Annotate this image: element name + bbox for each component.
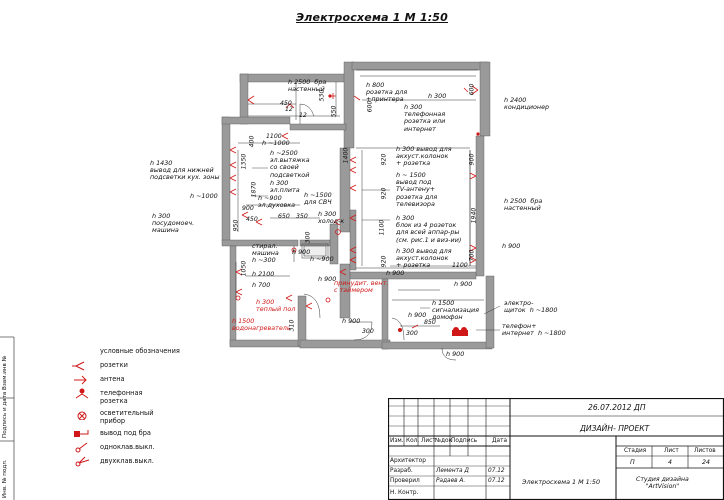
note-h900-entry: h 900 [408,311,427,319]
double-switch-icon [70,456,94,468]
light-fixture-icon [70,408,94,420]
dim-530: 530 [318,89,326,102]
dim-700: 700 [468,249,476,262]
page-title: Электросхема 1 М 1:50 [296,11,449,24]
dim-1050: 1050 [240,260,248,277]
note-h700: h 700 [252,281,271,289]
legend-light: осветительный прибор [70,410,78,433]
note-warm-floor: h 300 теплый пол [256,298,296,314]
note-hood: h ~2500 эл.вытяжка со своей подсветкой [270,149,310,179]
antenna-icon [70,374,94,386]
stamp-project: ДИЗАЙН- ПРОЕКТ [580,424,650,433]
legend-antenna: антена [70,376,78,399]
note-speakers-1: h 300 вывод для акхуст.колонок + розетка [396,145,452,168]
note-phone-internet: телефон+ интернет h ~1800 [502,322,566,338]
bra-outlet-icon [70,428,94,440]
note-bra-top: h 2500 бра настенный [288,78,327,94]
note-h900-hall2: h 900 [454,280,473,288]
stamp-role-control: Н. Контр. [390,490,419,496]
stamp-sheet-value: 4 [668,459,673,466]
note-water-heater: h 1500 водонагреватель [232,317,291,333]
stamp-sheets-value: 24 [702,459,711,466]
note-conditioner: h 2400 кондиционер [504,96,550,112]
dim-550: 550 [330,105,338,118]
note-alarm: h 1500 сигнализация домофон [432,299,480,322]
stamp-role-architect: Архитектор [390,458,426,464]
stamp-sheet-head: Лист [664,448,679,454]
note-h1000-top: h ~1000 [262,139,290,147]
dim-1940: 1940 [470,207,478,224]
dim-600b: 600 [468,83,476,96]
note-h900-right: h 900 [502,242,521,250]
stamp-col-ndoc: №док [435,438,453,444]
note-fridge: h 300 холод-к [318,210,345,226]
dim-1100b: 1100 [378,219,386,236]
dim-400: 400 [248,135,256,148]
note-forced-vent: принудит. вент. с таймером [334,279,389,295]
stamp-sheets-head: Листов [694,448,716,454]
stamp-col-date: Дата [492,438,508,444]
dim-350: 350 [296,213,308,220]
note-h900-bottom: h 900 [446,350,465,358]
stamp-stage-head: Стадия [624,448,647,454]
note-socket-block: h 300 блок из 4 розеток для всей аппар-ры (см. рис.1 и виз-ии) [396,214,462,244]
dim-300a: 300 [304,231,312,244]
dim-450a: 450 [280,100,292,107]
note-h900-bath: h ~900 [310,255,334,263]
dim-920b: 920 [380,187,388,200]
socket-icon [70,360,94,372]
sidebar-inv-original: Инв. № подл. [2,459,8,498]
stamp-col-izm: Изм. [390,438,404,444]
note-microwave: h ~1500 для СВЧ [304,191,332,207]
note-h2100: h 2100 [252,270,275,278]
note-oven: h ~900 эл.духовка [258,194,296,210]
note-h300-top: h 300 [428,92,447,100]
dim-850: 850 [424,319,436,326]
dim-450b: 450 [246,216,258,223]
dim-1100c: 1100 [452,262,468,269]
legend-double-switch: двухклав.выкл. [70,458,78,481]
dim-650: 650 [278,213,290,220]
stamp-date-checker: 07.12 [488,478,505,484]
note-dishwasher: h 300 посудомоеч. машина [152,212,195,235]
dim-12b: 12 [299,112,307,119]
stamp-date: 26.07.2012 ДП [588,403,646,412]
stamp-stage-value: П [630,459,635,466]
dim-1400: 1400 [342,147,350,164]
title-block [388,398,724,500]
stamp-studio: Студия дизайна "ArtVision" [636,476,689,490]
stamp-sheet-title: Электросхема 1 М 1:50 [522,478,601,486]
note-printer-socket: h 800 розетка для +принтера [366,81,408,104]
dim-310: 310 [288,319,296,332]
stamp-name-developer: Лемента Д [436,468,469,474]
note-panel: электро- щиток h ~1800 [504,299,558,315]
note-h900-vent: h 900 [318,275,337,283]
dim-600a: 600 [366,100,374,113]
dim-900b: 900 [468,153,476,166]
dim-12a: 12 [285,106,293,113]
note-h900-wash: h 900 [292,248,311,256]
sidebar-signature-date: Подпись и дата [2,391,8,438]
stamp-role-checker: Проверил [390,478,420,484]
dim-1350: 1350 [240,153,248,170]
note-h900-corridor: h 900 [342,317,361,325]
stamp-col-kol: Кол. [406,438,420,444]
note-tv: h ~ 1500 вывод под TV-антену+ розетка для телевизора [396,171,438,208]
note-phone-socket: h 300 телефонная розетка или интернет [404,103,446,133]
note-kitchen-light: h 1430 вывод для нижней подсветки кух. зоны [150,159,220,182]
dim-950: 950 [232,219,240,232]
stamp-col-list: Лист [421,438,436,444]
note-washer: стирал. машина h ~300 [252,242,279,265]
legend-bra-outlet: вывод под бра [70,430,78,453]
dim-920c: 920 [380,255,388,268]
dim-920a: 920 [380,153,388,166]
sidebar-replace-inv: Взам.инв № [2,355,8,390]
note-speakers-2: h 300 вывод для акхуст.колонок + розетка [396,247,452,270]
legend-sockets: розетки [70,362,78,385]
note-bra-right: h 2500 бра настенный [504,197,543,213]
stamp-date-developer: 07.12 [488,468,505,474]
stamp-name-checker: Радаев А. [436,478,466,484]
legend-single-switch: одноклав.выкл. [70,444,78,467]
dim-1100a: 1100 [266,133,282,140]
note-h1000: h ~1000 [190,192,218,200]
dim-300b: 300 [362,328,374,335]
single-switch-icon [70,442,94,454]
stamp-col-sign: Подпись [451,438,478,444]
dim-1870: 1870 [250,181,258,198]
phone-socket-icon [70,388,94,400]
dim-300c: 300 [406,330,418,337]
note-stove: h 300 эл.плита [270,179,300,195]
legend-phone-socket: телефонная розетка [70,390,78,413]
dim-900a: 900 [242,205,254,212]
note-h900-hall: h 900 [386,269,405,277]
stamp-role-developer: Разраб. [390,468,413,474]
